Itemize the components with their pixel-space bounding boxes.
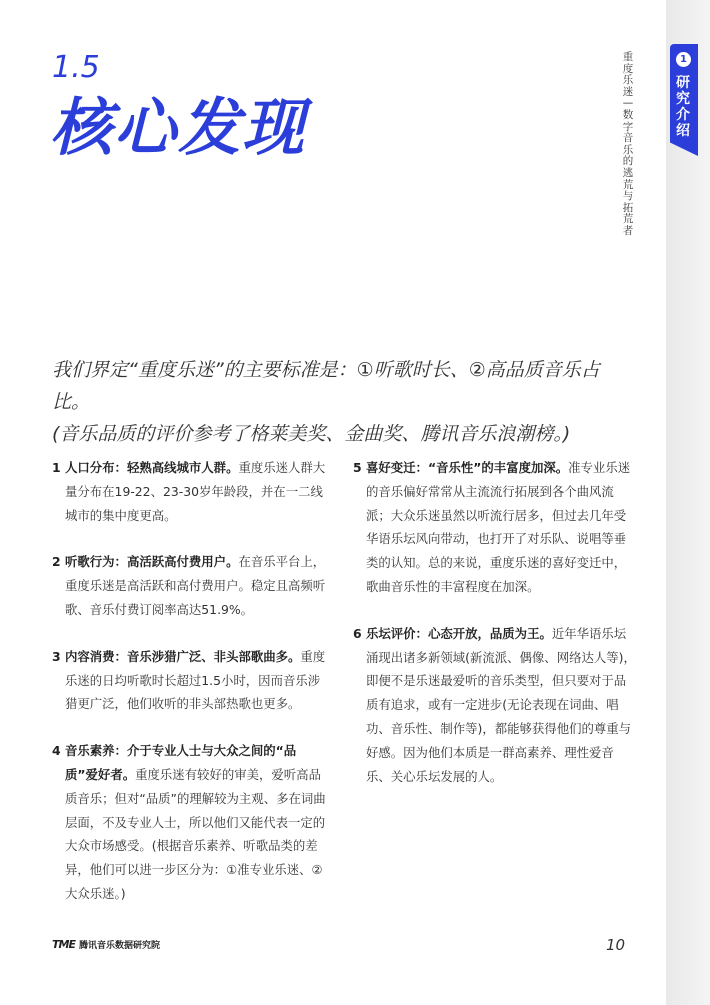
finding-number: 4 <box>52 743 61 759</box>
publisher-logo <box>52 938 160 951</box>
chapter-number-badge: 1 <box>676 52 691 67</box>
finding-item <box>52 456 328 527</box>
intro-line-1: 我们界定“重度乐迷”的主要标准是：①听歌时长、②高品质音乐占比。 <box>52 359 600 413</box>
finding-text: 在音乐平台上，重度乐迷是高活跃和高付费用户。稳定且高频听歌、音乐付费订阅率高达51.9%。 <box>65 554 326 617</box>
finding-item <box>353 456 637 599</box>
publisher-name: 腾讯音乐数据研究院 <box>78 941 160 951</box>
finding-lead: 内容消费：音乐涉猎广泛、非头部歌曲多。 <box>65 648 301 664</box>
finding-lead: 听歌行为：高活跃高付费用户。 <box>65 554 239 570</box>
finding-item <box>52 645 328 716</box>
finding-item <box>52 550 328 621</box>
finding-text: 重度乐迷的日均听歌时长超过1.5小时，因而音乐涉猎更广泛，他们收听的非头部热歌也更多。 <box>65 648 326 712</box>
finding-number: 3 <box>52 648 61 664</box>
intro-line-2: (音乐品质的评价参考了格莱美奖、金曲奖、腾讯音乐浪潮榜。) <box>52 423 571 445</box>
finding-item <box>353 622 637 789</box>
page-number: 10 <box>606 936 626 954</box>
finding-text: 准专业乐迷的音乐偏好常常从主流流行拓展到各个曲风流派；大众乐迷虽然以听流行居多，但过去几年受华语乐坛风向带动，也打开了对乐队、说唱等垂类的认知。总的来说，重度乐迷的喜好变迁中，歌曲音乐性的丰富程度在加深。 <box>366 460 631 594</box>
finding-lead: 人口分布：轻熟高线城市人群。 <box>65 460 239 475</box>
tme-logo-mark: TME <box>52 938 75 951</box>
report-title-vertical: 重度乐迷—数字音乐的逃荒与拓荒者 <box>622 51 634 237</box>
chapter-tab-label: 研究介绍 <box>676 75 690 139</box>
finding-lead: 音乐素养：介于专业人士与大众之间的“品质”爱好者。 <box>65 743 297 782</box>
finding-number: 6 <box>353 625 362 641</box>
finding-item <box>52 739 328 906</box>
finding-number: 5 <box>353 460 362 475</box>
section-number: 1.5 <box>52 50 100 85</box>
page-title: 核心发现 <box>50 91 307 164</box>
intro-statement <box>52 354 612 450</box>
findings-column-right <box>353 456 637 788</box>
finding-lead: 乐坛评价：心态开放，品质为王。 <box>366 625 552 641</box>
finding-text: 重度乐迷人群大量分布在19-22、23-30岁年龄段，并在一二线城市的集中度更高。 <box>65 460 326 523</box>
findings-column-left <box>52 456 328 906</box>
finding-text: 重度乐迷有较好的审美，爱听高品质音乐；但对“品质”的理解较为主观、多在词曲层面，不及专业人士，所以他们又能代表一定的大众市场感受。(根据音乐素养、听歌品类的差异，他们可以进一步区分为：①准专业乐迷、②大众乐迷。) <box>65 766 326 901</box>
finding-number: 1 <box>52 460 61 475</box>
finding-lead: 喜好变迁：“音乐性”的丰富度加深。 <box>366 460 569 475</box>
finding-number: 2 <box>52 554 61 570</box>
finding-text: 近年华语乐坛涌现出诸多新领域(新流派、偶像、网络达人等)，即便不是乐迷最爱听的音乐类型，但只要对于品质有追求，或有一定进步(无论表现在词曲、唱功、音乐性、制作等)，都能够获得他们的尊重与好感。因为他们本质是一群高素养、理性爱音乐、关心乐坛发展的人。 <box>366 625 636 784</box>
